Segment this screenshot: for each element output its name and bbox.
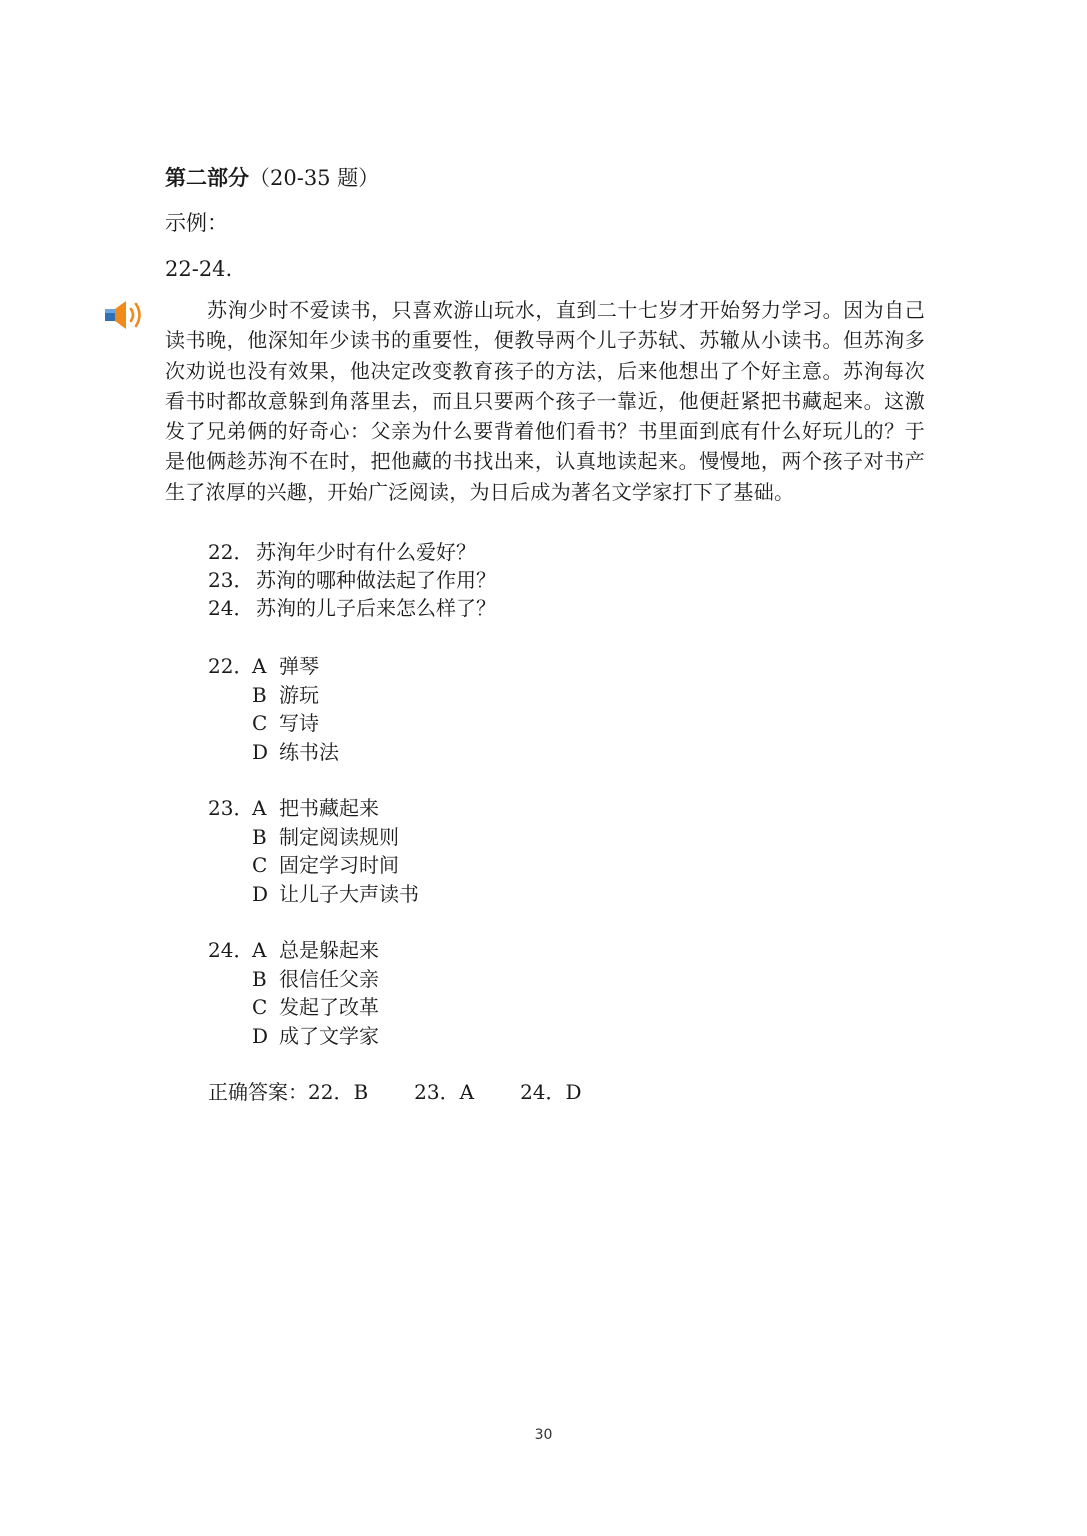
option-group-23 [208,794,419,908]
option-text: 写诗 [279,711,319,735]
option-letter: B [252,966,267,991]
option-indent [208,738,252,767]
option-indent [208,965,252,994]
section-heading [165,164,379,192]
option-indent [208,1022,252,1051]
option-group-number: 23． [208,796,254,820]
page-number: 30 [534,1427,553,1443]
option-letter: A [252,938,267,962]
option-row [208,652,339,681]
option-text: 总是躲起来 [279,938,379,962]
option-row [208,880,419,909]
question-text: 苏洵的儿子后来怎么样了？ [256,596,496,620]
speaker-body-highlight [105,309,115,313]
option-text: 游玩 [279,682,319,707]
question-item [208,594,496,622]
option-letter: D [252,881,269,906]
question-text: 苏洵年少时有什么爱好？ [256,540,476,564]
answer-key [208,1078,628,1106]
option-group-22 [208,652,339,766]
option-row [208,851,419,880]
option-indent [208,823,252,852]
option-letter: C [252,995,268,1019]
option-indent [208,880,252,909]
answer-item: 24．D [520,1080,582,1104]
option-group-number: 24． [208,938,254,962]
option-group-number: 22． [208,654,254,678]
question-item [208,566,496,594]
option-letter: C [252,711,268,735]
question-range-label: 22-24. [165,257,233,281]
option-letter: C [252,853,268,877]
option-letter: D [252,1023,269,1048]
option-row [208,1022,379,1051]
option-row [208,965,379,994]
option-text: 很信任父亲 [279,966,379,991]
answer-item: 22．B [308,1080,369,1104]
answer-item: 23．A [414,1080,475,1104]
option-indent [208,851,252,880]
section-title-range: （20-35 题） [249,166,380,190]
option-letter: A [252,796,267,820]
option-row [208,823,419,852]
option-text: 弹琴 [279,654,319,678]
option-group-24 [208,936,379,1050]
speaker-cone [115,301,126,329]
option-text: 成了文学家 [279,1023,379,1048]
option-letter: A [252,654,267,678]
question-number: 23． [208,568,254,592]
option-text: 把书藏起来 [279,796,379,820]
option-letter: B [252,682,267,707]
sound-wave-large [136,304,140,326]
option-letter: D [252,739,269,764]
question-text: 苏洵的哪种做法起了作用？ [256,568,496,592]
option-row [208,794,419,823]
option-indent [208,993,252,1022]
option-indent [208,709,252,738]
question-list [208,538,496,622]
question-number: 24． [208,596,254,620]
option-row [208,936,379,965]
option-row [208,681,339,710]
option-indent [208,681,252,710]
answer-key-label: 正确答案： [208,1080,308,1104]
option-letter: B [252,824,267,849]
option-text: 发起了改革 [279,995,379,1019]
option-text: 让儿子大声读书 [279,881,419,906]
speaker-icon[interactable] [104,298,150,332]
option-text: 制定阅读规则 [279,824,399,849]
option-text: 练书法 [279,739,339,764]
section-title-bold: 第二部分 [165,165,249,190]
sound-wave-small [131,309,133,321]
option-text: 固定学习时间 [279,853,399,877]
option-row [208,993,379,1022]
option-row [208,709,339,738]
example-label: 示例： [165,211,228,235]
question-number: 22． [208,540,254,564]
question-item [208,538,496,566]
option-row [208,738,339,767]
reading-passage: 苏洵少时不爱读书，只喜欢游山玩水，直到二十七岁才开始努力学习。因为自己读书晚，他深知年少读书的重要性，便教导两个儿子苏轼、苏辙从小读书。但苏洵多次劝说也没有效果，他决定改变教育孩子的方法，后来他想出了个好主意。苏洵每次看书时都故意躲到角落里去，而且只要两个孩子一靠近，他便赶紧把书藏起来。这激发了兄弟俩的好奇心：父亲为什么要背着他们看书？书里面到底有什么好玩儿的？于是他俩趁苏洵不在时，把他藏的书找出来，认真地读起来。慢慢地，两个孩子对书产生了浓厚的兴趣，开始广泛阅读，为日后成为著名文学家打下了基础。 [165,298,925,504]
